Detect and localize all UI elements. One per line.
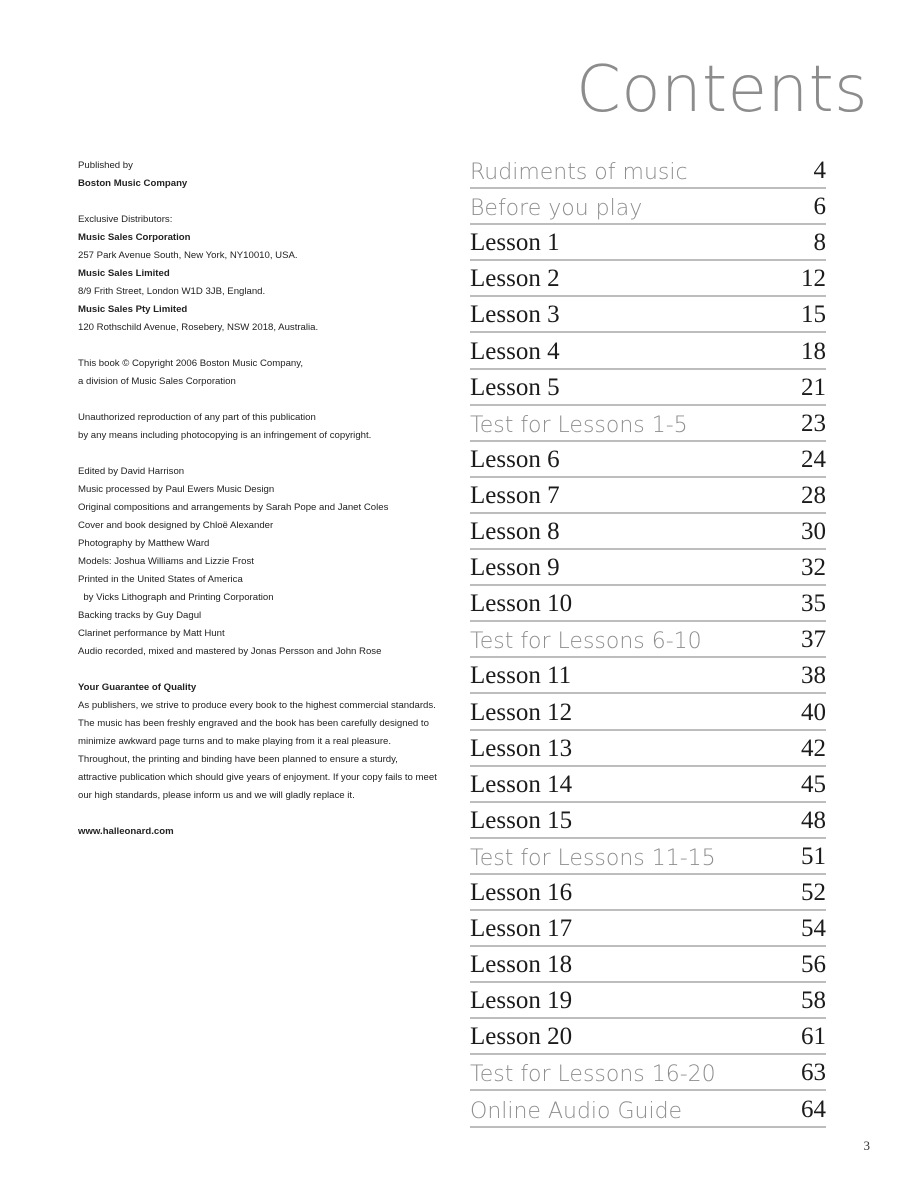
guarantee-body: As publishers, we strive to produce every book to the highest commercial standards. The music has been freshly engraved and the book has been carefully designed to minimize awkward page turns and to make playing from it a real pleasure. Throughout, the printing and binding have been planned to ensure a sturdy, attractive publication which should give years of enjoyment. If your copy fails to meet our high standards, please inform us and we will gladly replace it.	[78, 700, 437, 801]
credit-line: Original compositions and arrangements by Sarah Pope and Janet Coles	[78, 502, 389, 513]
toc-entry-page: 15	[801, 301, 826, 329]
distributor-address: 8/9 Frith Street, London W1D 3JB, England.	[78, 286, 266, 297]
toc-entry-title: Rudiments of music	[470, 160, 688, 186]
toc-entry[interactable]	[470, 550, 826, 586]
toc-entry[interactable]	[470, 1091, 826, 1127]
toc-entry-title: Lesson 10	[470, 590, 573, 618]
toc-entry-page: 21	[801, 373, 826, 401]
toc-entry-title: Lesson 4	[470, 337, 560, 365]
toc-entry-title: Lesson 1	[470, 229, 560, 257]
page-number: 3	[863, 1138, 870, 1153]
toc-entry-title: Lesson 6	[470, 445, 560, 473]
reproduction-block	[78, 409, 448, 445]
toc-entry-title: Test for Lessons 1-5	[470, 412, 688, 438]
publisher-name: Boston Music Company	[78, 178, 188, 189]
toc-entry[interactable]	[470, 947, 826, 983]
toc-entry[interactable]	[470, 261, 826, 297]
publisher-block	[78, 157, 448, 193]
distributor-name: Music Sales Corporation	[78, 232, 191, 243]
toc-entry-page: 48	[801, 806, 826, 834]
toc-entry-page: 32	[801, 554, 826, 582]
toc-entry[interactable]	[470, 658, 826, 694]
toc-entry-page: 30	[801, 518, 826, 546]
toc-entry[interactable]	[470, 586, 826, 622]
toc-entry-title: Test for Lessons 11-15	[470, 845, 716, 871]
copyright-line: a division of Music Sales Corporation	[78, 376, 236, 387]
toc-entry-page: 51	[801, 842, 826, 870]
toc-entry-page: 38	[801, 662, 826, 690]
toc-entry[interactable]	[470, 478, 826, 514]
page-title: Contents	[576, 53, 868, 127]
toc-entry-page: 54	[801, 915, 826, 943]
toc-entry-page: 8	[813, 229, 826, 257]
toc-entry[interactable]	[470, 731, 826, 767]
toc-entry-title: Lesson 8	[470, 518, 560, 546]
credit-line: Models: Joshua Williams and Lizzie Frost	[78, 556, 254, 567]
credit-line: Clarinet performance by Matt Hunt	[78, 628, 225, 639]
toc-entry-page: 45	[801, 770, 826, 798]
reproduction-line: by any means including photocopying is an infringement of copyright.	[78, 430, 372, 441]
toc-entry[interactable]	[470, 333, 826, 369]
toc-entry-title: Test for Lessons 6-10	[470, 629, 702, 655]
toc-entry-page: 4	[813, 157, 826, 185]
toc-entry-title: Before you play	[470, 196, 643, 222]
toc-entry-title: Lesson 11	[470, 662, 572, 690]
toc-entry-title: Lesson 18	[470, 951, 573, 979]
toc-entry-page: 18	[801, 337, 826, 365]
toc-entry[interactable]	[470, 983, 826, 1019]
toc-entry-page: 52	[801, 878, 826, 906]
reproduction-line: Unauthorized reproduction of any part of this publication	[78, 412, 316, 423]
credit-line: Photography by Matthew Ward	[78, 538, 210, 549]
toc-entry[interactable]	[470, 1055, 826, 1091]
credit-line: Audio recorded, mixed and mastered by Jonas Persson and John Rose	[78, 646, 382, 657]
credit-line: Music processed by Paul Ewers Music Design	[78, 484, 275, 495]
toc-entry[interactable]	[470, 189, 826, 225]
copyright-line: This book © Copyright 2006 Boston Music Company,	[78, 358, 303, 369]
toc-entry[interactable]	[470, 1019, 826, 1055]
toc-entry-page: 24	[801, 445, 826, 473]
toc-entry-page: 6	[813, 193, 826, 221]
toc-entry[interactable]	[470, 225, 826, 261]
toc-entry-title: Lesson 14	[470, 770, 573, 798]
toc-entry-page: 42	[801, 734, 826, 762]
toc-entry-title: Lesson 2	[470, 265, 560, 293]
toc-entry-page: 40	[801, 698, 826, 726]
toc-entry-title: Lesson 19	[470, 987, 573, 1015]
toc-entry[interactable]	[470, 514, 826, 550]
imprint-block	[78, 157, 448, 841]
toc-entry-title: Lesson 15	[470, 806, 573, 834]
toc-entry-page: 58	[801, 987, 826, 1015]
table-of-contents	[470, 153, 826, 1128]
toc-entry-title: Lesson 20	[470, 1023, 573, 1051]
toc-entry[interactable]	[470, 370, 826, 406]
credit-line: by Vicks Lithograph and Printing Corporation	[78, 592, 274, 603]
distributors-label: Exclusive Distributors:	[78, 214, 173, 225]
toc-entry-page: 37	[801, 626, 826, 654]
toc-entry[interactable]	[470, 875, 826, 911]
toc-entry[interactable]	[470, 442, 826, 478]
distributor-name: Music Sales Pty Limited	[78, 304, 188, 315]
toc-entry-title: Lesson 12	[470, 698, 573, 726]
toc-entry-title: Lesson 17	[470, 915, 573, 943]
toc-entry-page: 28	[801, 481, 826, 509]
toc-entry[interactable]	[470, 803, 826, 839]
toc-entry-page: 56	[801, 951, 826, 979]
toc-entry[interactable]	[470, 406, 826, 442]
toc-entry-page: 23	[801, 409, 826, 437]
credit-line: Edited by David Harrison	[78, 466, 185, 477]
guarantee-block	[78, 679, 448, 805]
toc-entry-title: Lesson 16	[470, 878, 573, 906]
toc-entry[interactable]	[470, 297, 826, 333]
toc-entry[interactable]	[470, 153, 826, 189]
toc-entry-title: Online Audio Guide	[470, 1098, 683, 1124]
toc-entry-title: Lesson 9	[470, 554, 560, 582]
credit-line: Printed in the United States of America	[78, 574, 243, 585]
toc-entry-title: Lesson 5	[470, 373, 560, 401]
distributor-address: 120 Rothschild Avenue, Rosebery, NSW 2018, Australia.	[78, 322, 319, 333]
website-link[interactable]: www.halleonard.com	[78, 826, 174, 837]
distributor-address: 257 Park Avenue South, New York, NY10010, USA.	[78, 250, 298, 261]
distributor-name: Music Sales Limited	[78, 268, 170, 279]
published-by-label: Published by	[78, 160, 133, 171]
credits-block	[78, 463, 448, 661]
toc-entry[interactable]	[470, 694, 826, 730]
toc-entry[interactable]	[470, 911, 826, 947]
toc-entry-page: 12	[801, 265, 826, 293]
credit-line: Backing tracks by Guy Dagul	[78, 610, 202, 621]
distributors-block	[78, 211, 448, 337]
copyright-block	[78, 355, 448, 391]
guarantee-heading: Your Guarantee of Quality	[78, 682, 197, 693]
toc-entry-title: Lesson 13	[470, 734, 573, 762]
credit-line: Cover and book designed by Chloë Alexander	[78, 520, 274, 531]
toc-entry[interactable]	[470, 767, 826, 803]
toc-entry-title: Test for Lessons 16-20	[470, 1062, 716, 1088]
toc-entry[interactable]	[470, 622, 826, 658]
toc-entry-page: 64	[801, 1095, 826, 1123]
toc-entry-title: Lesson 7	[470, 481, 560, 509]
toc-entry-page: 61	[801, 1023, 826, 1051]
toc-entry-page: 63	[801, 1059, 826, 1087]
toc-entry[interactable]	[470, 839, 826, 875]
toc-entry-title: Lesson 3	[470, 301, 560, 329]
toc-entry-page: 35	[801, 590, 826, 618]
